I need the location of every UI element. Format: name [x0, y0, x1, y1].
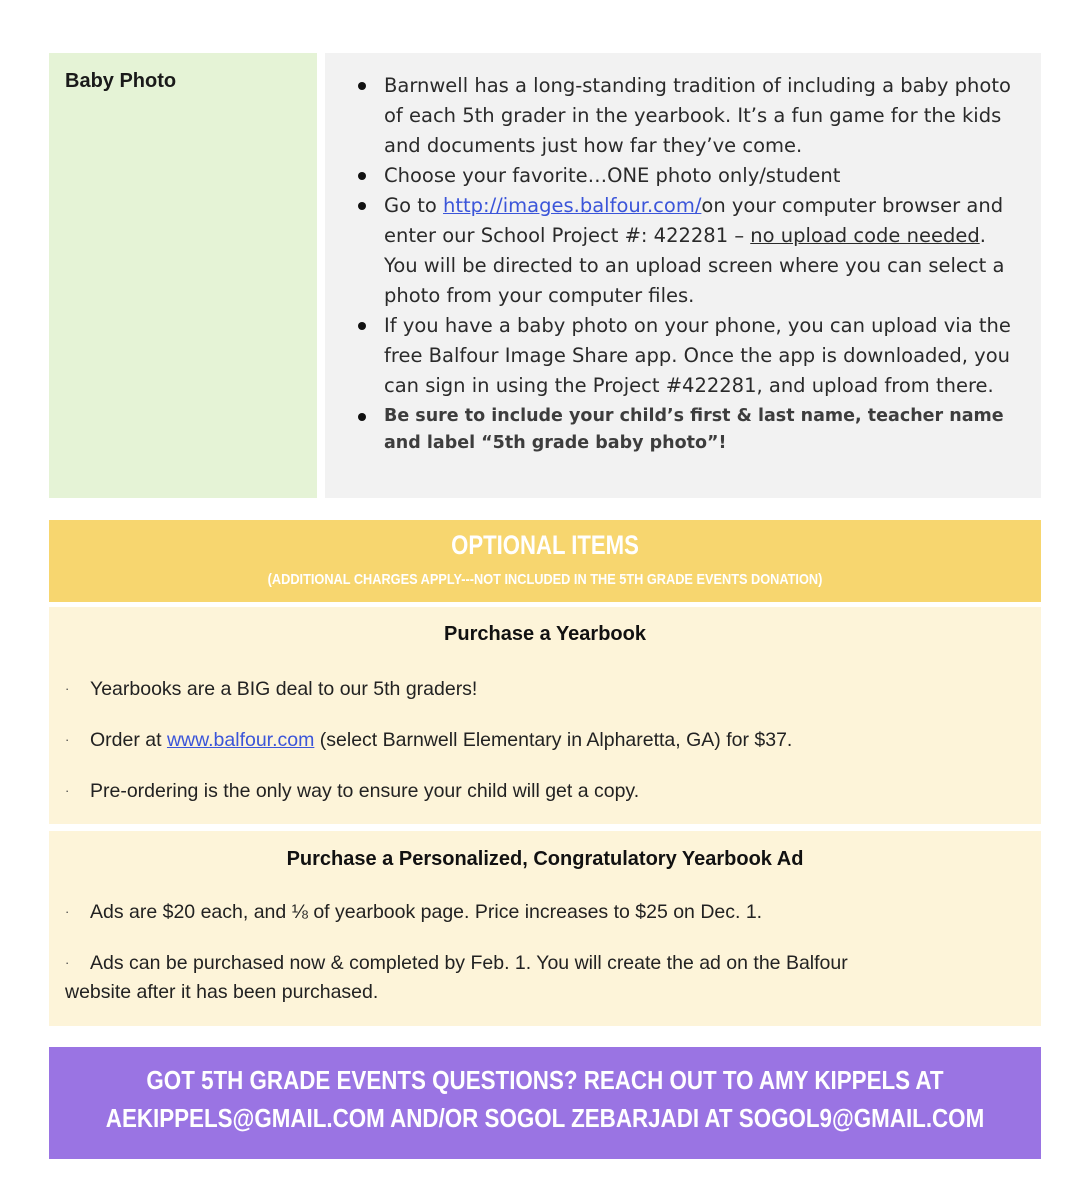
bullet-text: Ads are $20 each, and ⅛ of yearbook page. Price increases to $25 on Dec. 1.	[90, 901, 763, 923]
list-item	[65, 725, 1021, 755]
bullet-dot: ·	[65, 732, 70, 747]
contact-line-1: GOT 5TH GRADE EVENTS QUESTIONS? REACH OUT TO AMY KIPPELS AT	[146, 1065, 944, 1095]
bullet-text: Go to	[384, 194, 444, 217]
list-item: Barnwell has a long-standing tradition of including a baby photo of each 5th grader in the yearbook. It’s a fun game for the kids and documents just how far they’ve come.	[358, 71, 1018, 161]
no-upload-code-text: no upload code needed	[750, 224, 980, 247]
contact-line-2: AEKIPPELS@GMAIL.COM AND/OR SOGOL ZEBARJADI AT SOGOL9@GMAIL.COM	[105, 1103, 985, 1133]
baby-photo-label-cell	[49, 53, 317, 498]
baby-photo-instructions	[325, 53, 1041, 498]
bullet-dot: ·	[65, 955, 70, 970]
yearbook-panel	[49, 607, 1041, 824]
list-item: If you have a baby photo on your phone, you can upload via the free Balfour Image Share app. Once the app is downloaded, you can sign in using the Project #422281, and upload from there.	[358, 311, 1018, 401]
list-item-continuation: website after it has been purchased.	[65, 981, 379, 1003]
list-item	[65, 948, 1021, 978]
baby-photo-bullet-list	[358, 71, 1018, 457]
list-item	[65, 776, 1021, 806]
bullet-text: on your computer browser and enter our School Project #: 422281 –	[384, 194, 1004, 247]
bullet-dot: ·	[65, 681, 70, 696]
baby-photo-label: Baby Photo	[65, 70, 177, 92]
balfour-link[interactable]: www.balfour.com	[166, 729, 315, 751]
bullet-dot: ·	[65, 783, 70, 798]
yearbook-ad-panel	[49, 831, 1041, 1026]
list-item	[65, 674, 1021, 704]
bullet-text: . You will be directed to an upload screen where you can select a photo from your computer files.	[384, 224, 1005, 307]
bullet-dot: ·	[65, 904, 70, 919]
optional-items-header	[49, 520, 1041, 602]
optional-items-subtitle: (ADDITIONAL CHARGES APPLY---NOT INCLUDED IN THE 5TH GRADE EVENTS DONATION)	[267, 571, 823, 588]
bullet-text: Ads can be purchased now & completed by Feb. 1. You will create the ad on the Balfour	[90, 952, 848, 974]
bullet-text: Yearbooks are a BIG deal to our 5th graders!	[90, 678, 478, 700]
yearbook-ad-heading: Purchase a Personalized, Congratulatory Yearbook Ad	[286, 848, 804, 870]
balfour-images-link[interactable]: http://images.balfour.com/	[443, 194, 702, 217]
bullet-text: Pre-ordering is the only way to ensure your child will get a copy.	[90, 780, 640, 802]
bullet-text: Order at	[90, 729, 167, 751]
bullet-text: (select Barnwell Elementary in Alpharetta, GA) for $37.	[314, 729, 793, 751]
contact-banner	[49, 1047, 1041, 1159]
list-item	[358, 191, 1018, 311]
list-item	[65, 897, 1021, 927]
list-item: Be sure to include your child’s first & last name, teacher name and label “5th grade baby photo”!	[358, 403, 1018, 457]
list-item: Choose your favorite…ONE photo only/student	[358, 161, 1018, 191]
optional-items-title: OPTIONAL ITEMS	[451, 530, 639, 560]
yearbook-heading: Purchase a Yearbook	[444, 623, 646, 645]
